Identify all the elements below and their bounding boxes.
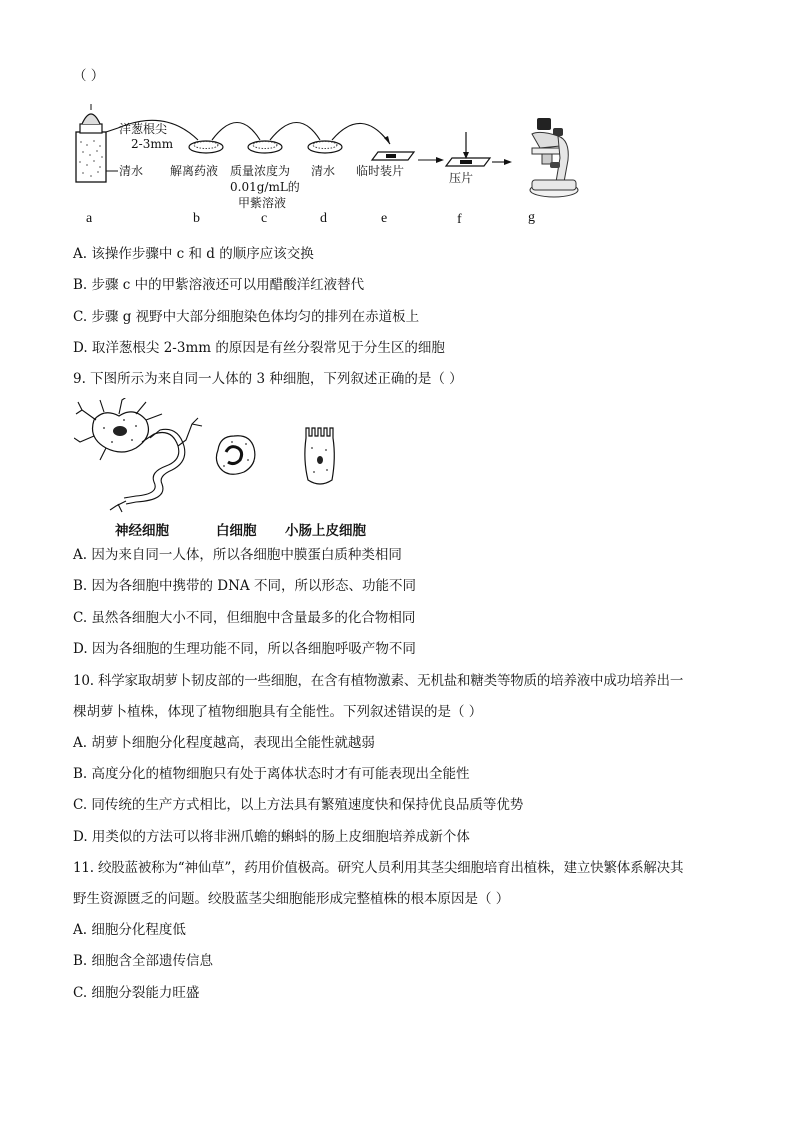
label-c-line3: 甲紫溶液	[238, 196, 287, 210]
q9-cells-figure	[74, 398, 374, 513]
label-neuron: 神经细胞	[115, 523, 169, 539]
q11-option-b: B. 细胞含全部遗传信息	[73, 953, 214, 969]
dish-c-icon	[248, 141, 282, 153]
q10-stem-line2: 棵胡萝卜植株，体现了植物细胞具有全能性。下列叙述错误的是（ ）	[73, 704, 483, 720]
q11-stem-line2: 野生资源匮乏的问题。绞股蓝茎尖细胞能形成完整植株的根本原因是（ ）	[73, 891, 510, 907]
white-blood-cell-icon	[216, 436, 254, 475]
neuron-cell-icon	[74, 398, 202, 512]
step-letter-d: d	[320, 211, 327, 226]
q8-option-b: B. 步骤 c 中的甲紫溶液还可以用醋酸洋红液替代	[73, 277, 365, 293]
arc-arrow-b-c	[212, 123, 260, 141]
step-letter-f: f	[457, 212, 462, 227]
dish-b-icon	[189, 141, 223, 153]
label-root-tip: 洋葱根尖	[119, 122, 168, 136]
label-water-a: 清水	[119, 164, 144, 178]
label-white-blood-cell: 白细胞	[216, 523, 257, 539]
q11-option-a: A. 细胞分化程度低	[73, 922, 186, 938]
step-letter-c: c	[261, 211, 268, 226]
q9-option-d: D. 因为各细胞的生理功能不同，所以各细胞呼吸产物不同	[73, 641, 416, 657]
q10-option-d: D. 用类似的方法可以将非洲爪蟾的蝌蚪的肠上皮细胞培养成新个体	[73, 829, 470, 845]
microscope-icon	[530, 118, 578, 197]
step-letter-a: a	[86, 211, 93, 226]
dish-d-icon	[308, 141, 342, 153]
arc-arrow-c-d	[270, 123, 320, 141]
q9-option-c: C. 虽然各细胞大小不同，但细胞中含量最多的化合物相同	[73, 610, 416, 626]
q10-option-b: B. 高度分化的植物细胞只有处于离体状态时才有可能表现出全能性	[73, 766, 470, 782]
bottle-with-onion-icon	[76, 104, 118, 182]
q9-option-b: B. 因为各细胞中携带的 DNA 不同，所以形态、功能不同	[73, 578, 416, 594]
label-e: 临时装片	[356, 164, 405, 178]
q8-option-c: C. 步骤 g 视野中大部分细胞染色体均匀的排列在赤道板上	[73, 309, 420, 325]
q9-stem: 9. 下图所示为来自同一人体的 3 种细胞，下列叙述正确的是（ ）	[73, 371, 463, 387]
step-letter-e: e	[381, 211, 388, 226]
step-letter-g: g	[528, 210, 535, 225]
step-letter-b: b	[193, 211, 200, 226]
arc-arrow-d-e	[332, 123, 390, 144]
q11-stem-line1: 11. 绞股蓝被称为“神仙草”，药用价值极高。研究人员利用其茎尖细胞培育出植株，建立快繁体系解决其	[73, 860, 684, 876]
label-root-length: 2-3mm	[131, 137, 174, 151]
q11-option-c: C. 细胞分裂能力旺盛	[73, 985, 200, 1001]
q10-stem-line1: 10. 科学家取胡萝卜韧皮部的一些细胞，在含有植物激素、无机盐和糖类等物质的培养液中成功培养出一	[73, 673, 684, 689]
q8-option-d: D. 取洋葱根尖 2-3mm 的原因是有丝分裂常见于分生区的细胞	[73, 340, 445, 356]
label-intestinal-cell: 小肠上皮细胞	[285, 523, 366, 539]
label-b: 解离药液	[170, 164, 219, 178]
label-f: 压片	[449, 171, 474, 185]
intestinal-epithelial-cell-icon	[305, 428, 334, 484]
label-d: 清水	[311, 164, 336, 178]
label-c-line1: 质量浓度为	[230, 164, 291, 178]
q8-stem-tail: （ ）	[73, 68, 105, 84]
q9-option-a: A. 因为来自同一人体，所以各细胞中膜蛋白质种类相同	[73, 547, 402, 563]
q10-option-c: C. 同传统的生产方式相比，以上方法具有繁殖速度快和保持优良品质等优势	[73, 797, 524, 813]
q8-option-a: A. 该操作步骤中 c 和 d 的顺序应该交换	[73, 246, 314, 262]
q10-option-a: A. 胡萝卜细胞分化程度越高，表现出全能性就越弱	[73, 735, 375, 751]
label-c-line2: 0.01g/mL的	[230, 180, 300, 194]
